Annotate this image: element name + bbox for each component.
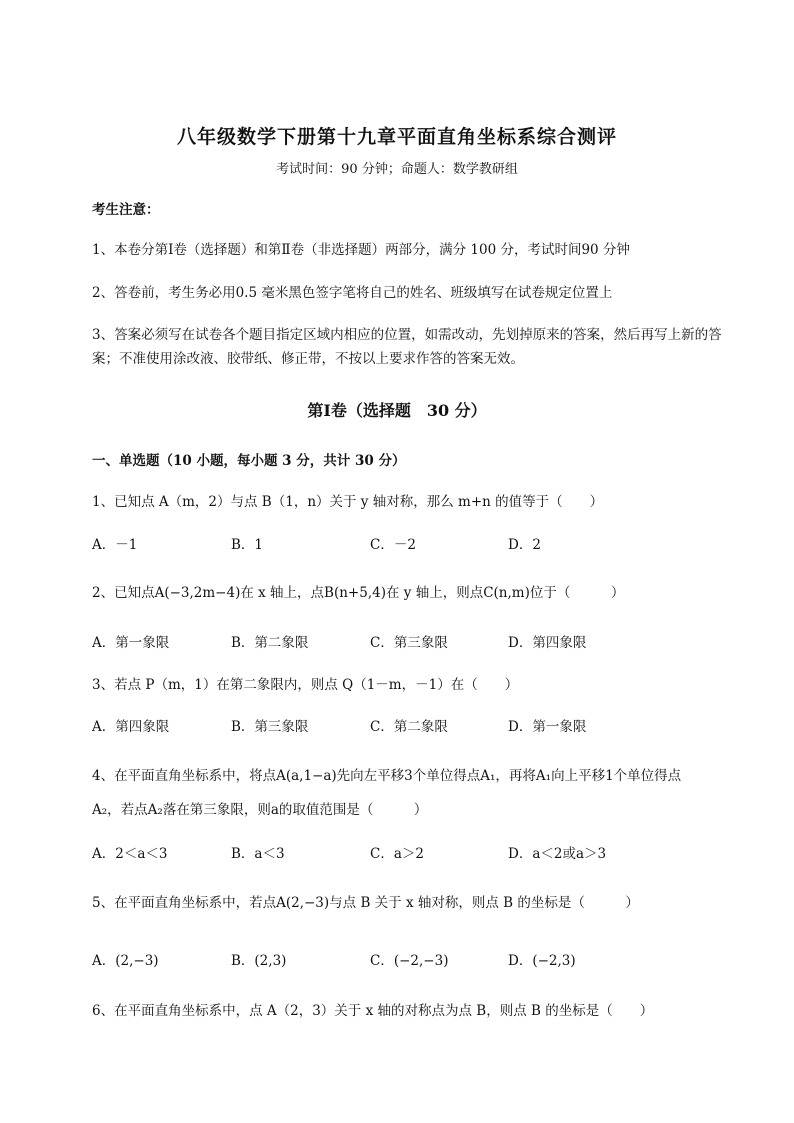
option-b: B．第三象限 (231, 719, 309, 735)
exam-info: 考试时间：90 分钟；命题人：数学教研组 (276, 162, 518, 177)
notice-item: 1、本卷分第Ⅰ卷（选择题）和第Ⅱ卷（非选择题）两部分，满分 100 分，考试时间90 分钟 (92, 242, 630, 258)
option-b: B．a＜3 (231, 846, 285, 862)
question-stem: 4、在平面直角坐标系中，将点A(a,1−a)先向左平移3个单位得点A₁，再将A₁向上平移1个单位得点 (92, 768, 682, 784)
option-a: A．第一象限 (92, 635, 170, 651)
option-c: C．－2 (370, 537, 416, 553)
option-d: D．(−2,3) (508, 953, 576, 969)
option-d: D．2 (508, 537, 541, 553)
option-b: B．第二象限 (231, 635, 309, 651)
option-a: A．第四象限 (92, 719, 170, 735)
option-c: C．第二象限 (370, 719, 448, 735)
part-heading: 一、单选题（10 小题，每小题 3 分，共计 30 分） (92, 453, 406, 469)
question-stem: 6、在平面直角坐标系中，点 A（2，3）关于 x 轴的对称点为点 B，则点 B 的坐标是（ ） (92, 1003, 654, 1019)
option-b: B．(2,3) (231, 953, 287, 969)
question-stem: 3、若点 P（m，1）在第二象限内，则点 Q（1－m，－1）在（ ） (92, 677, 519, 693)
option-a: A．(2,−3) (92, 953, 159, 969)
option-b: B．1 (231, 537, 264, 553)
option-c: C．第三象限 (370, 635, 448, 651)
notice-item: 3、答案必须写在试卷各个题目指定区域内相应的位置，如需改动，先划掉原来的答案，然后再写上新的答案；不准使用涂改液、胶带纸、修正带，不按以上要求作答的答案无效。 (92, 327, 722, 367)
option-c: C．(−2,−3) (370, 953, 449, 969)
option-a: A．－1 (92, 537, 138, 553)
question-stem: 5、在平面直角坐标系中，若点A(2,−3)与点 B 关于 x 轴对称，则点 B 的坐标是（ ） (92, 895, 639, 911)
option-d: D．a＜2或a＞3 (508, 846, 607, 862)
option-c: C．a＞2 (370, 846, 424, 862)
question-stem-continued: A₂，若点A₂落在第三象限，则a的取值范围是（ ） (92, 802, 428, 818)
option-a: A．2＜a＜3 (92, 846, 168, 862)
notice-item: 2、答卷前，考生务必用0.5 毫米黑色签字笔将自己的姓名、班级填写在试卷规定位置上 (92, 285, 613, 301)
option-d: D．第一象限 (508, 719, 587, 735)
notice-heading: 考生注意： (92, 202, 160, 218)
page-title: 八年级数学下册第十九章平面直角坐标系综合测评 (176, 126, 617, 148)
question-stem: 1、已知点 A（m，2）与点 B（1，n）关于 y 轴对称，那么 m+n 的值等于（ ） (92, 494, 604, 510)
option-d: D．第四象限 (508, 635, 587, 651)
section-title: 第Ⅰ卷（选择题 30 分） (307, 401, 487, 420)
question-stem: 2、已知点A(−3,2m−4)在 x 轴上，点B(n+5,4)在 y 轴上，则点C(n,m)位于（ ） (92, 585, 625, 601)
